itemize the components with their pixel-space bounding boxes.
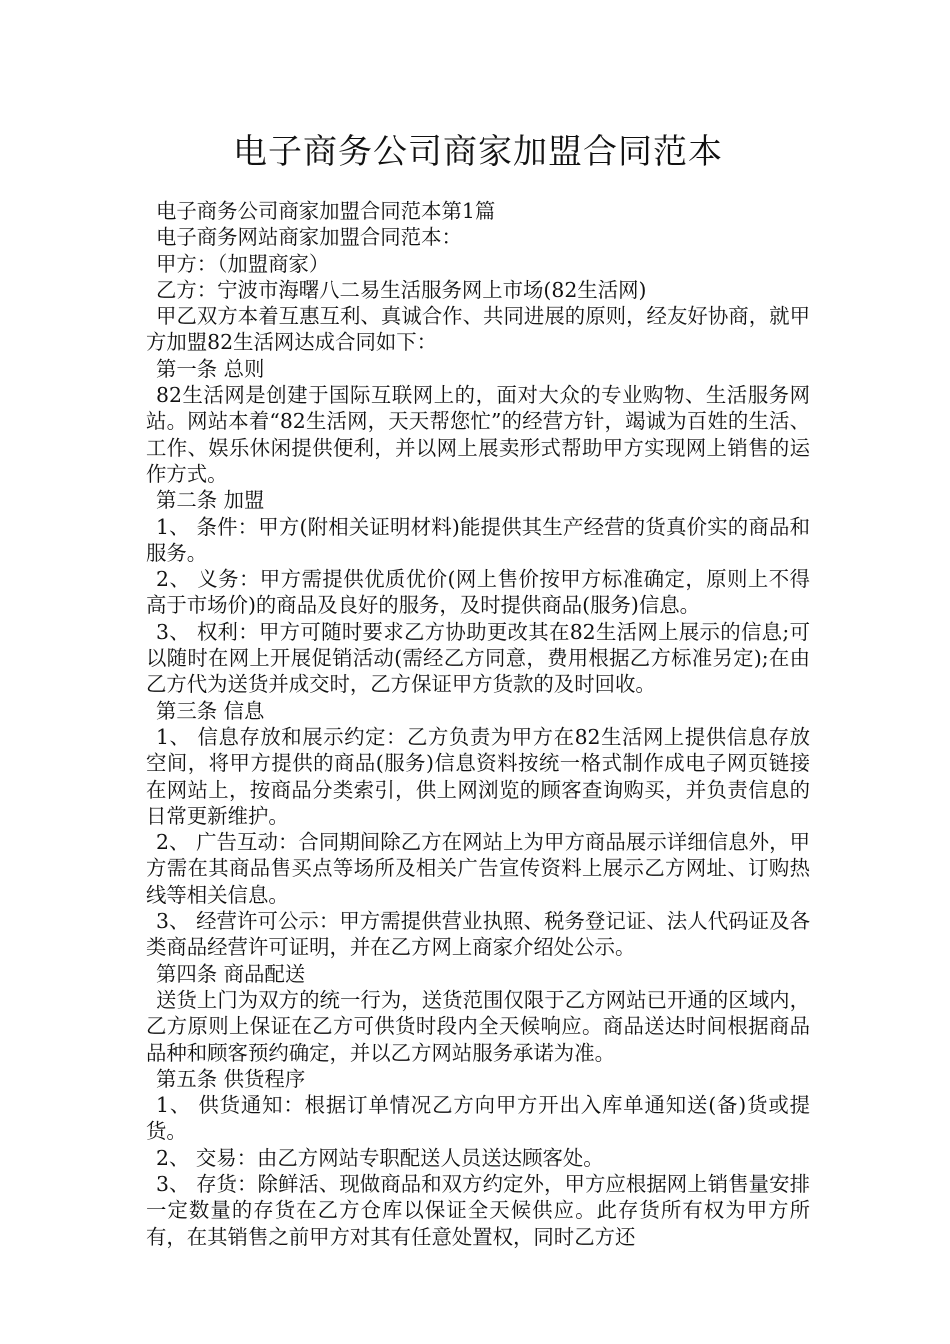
article-5-item-3: 3、 存货：除鲜活、现做商品和双方约定外，甲方应根据网上销售量安排一定数量的存货在乙方仓库以保证全天候供应。此存货所有权为甲方所有，在其销售之前甲方对其有任意处置权，同时乙方还 xyxy=(146,1171,810,1249)
article-4-heading: 第四条 商品配送 xyxy=(156,961,306,986)
article-5-item-2: 2、 交易：由乙方网站专职配送人员送达顾客处。 xyxy=(156,1145,604,1170)
document-body xyxy=(146,198,810,1250)
article-3-item-1: 1、 信息存放和展示约定：乙方负责为甲方在82生活网上提供信息存放空间，将甲方提供的商品(服务)信息资料按统一格式制作成电子网页链接在网站上，按商品分类索引，供上网浏览的顾客查询购买，并负责信息的日常更新维护。 xyxy=(146,724,810,828)
article-5-heading: 第五条 供货程序 xyxy=(156,1066,306,1091)
paragraph-party-a: 甲方：（加盟商家） xyxy=(156,251,330,276)
article-3-heading: 第三条 信息 xyxy=(156,698,265,723)
article-4-text: 送货上门为双方的统一行为，送货范围仅限于乙方网站已开通的区域内，乙方原则上保证在乙方可供货时段内全天候响应。商品送达时间根据商品品种和顾客预约确定，并以乙方网站服务承诺为准。 xyxy=(146,987,810,1065)
article-2-item-1: 1、 条件：甲方(附相关证明材料)能提供其生产经营的货真价实的商品和服务。 xyxy=(146,514,810,565)
article-2-heading: 第二条 加盟 xyxy=(156,488,265,513)
paragraph-subtitle: 电子商务网站商家加盟合同范本： xyxy=(156,225,462,250)
paragraph-heading-part-1: 电子商务公司商家加盟合同范本第1篇 xyxy=(156,199,496,223)
article-3-item-2: 2、 广告互动：合同期间除乙方在网站上为甲方商品展示详细信息外，甲方需在其商品售买点等场所及相关广告宣传资料上展示乙方网址、订购热线等相关信息。 xyxy=(146,830,810,907)
paragraph-party-b: 乙方：宁波市海曙八二易生活服务网上市场(82生活网) xyxy=(156,277,647,302)
article-5-item-1: 1、 供货通知：根据订单情况乙方向甲方开出入库单通知送(备)货或提货。 xyxy=(146,1093,810,1144)
article-2-item-2: 2、 义务：甲方需提供优质优价(网上售价按甲方标准确定，原则上不得高于市场价)的商品及良好的服务，及时提供商品(服务)信息。 xyxy=(146,567,810,618)
article-2-item-3: 3、 权利：甲方可随时要求乙方协助更改其在82生活网上展示的信息;可以随时在网上开展促销活动(需经乙方同意，费用根据乙方标准另定);在由乙方代为送货并成交时，乙方保证甲方货款的及时回收。 xyxy=(146,619,810,697)
document-title: 电子商务公司商家加盟合同范本 xyxy=(233,132,723,172)
article-1-heading: 第一条 总则 xyxy=(156,356,265,381)
article-1-text: 82生活网是创建于国际互联网上的，面对大众的专业购物、生活服务网站。网站本着“82生活网，天天帮您忙”的经营方针，竭诚为百姓的生活、工作、娱乐休闲提供便利，并以网上展卖形式帮助甲方实现网上销售的运作方式。 xyxy=(146,383,810,486)
paragraph-preamble: 甲乙双方本着互惠互利、真诚合作、共同进展的原则，经友好协商，就甲方加盟82生活网达成合同如下： xyxy=(146,304,810,355)
article-3-item-3: 3、 经营许可公示：甲方需提供营业执照、税务登记证、法人代码证及各类商品经营许可证明，并在乙方网上商家介绍处公示。 xyxy=(146,909,810,960)
